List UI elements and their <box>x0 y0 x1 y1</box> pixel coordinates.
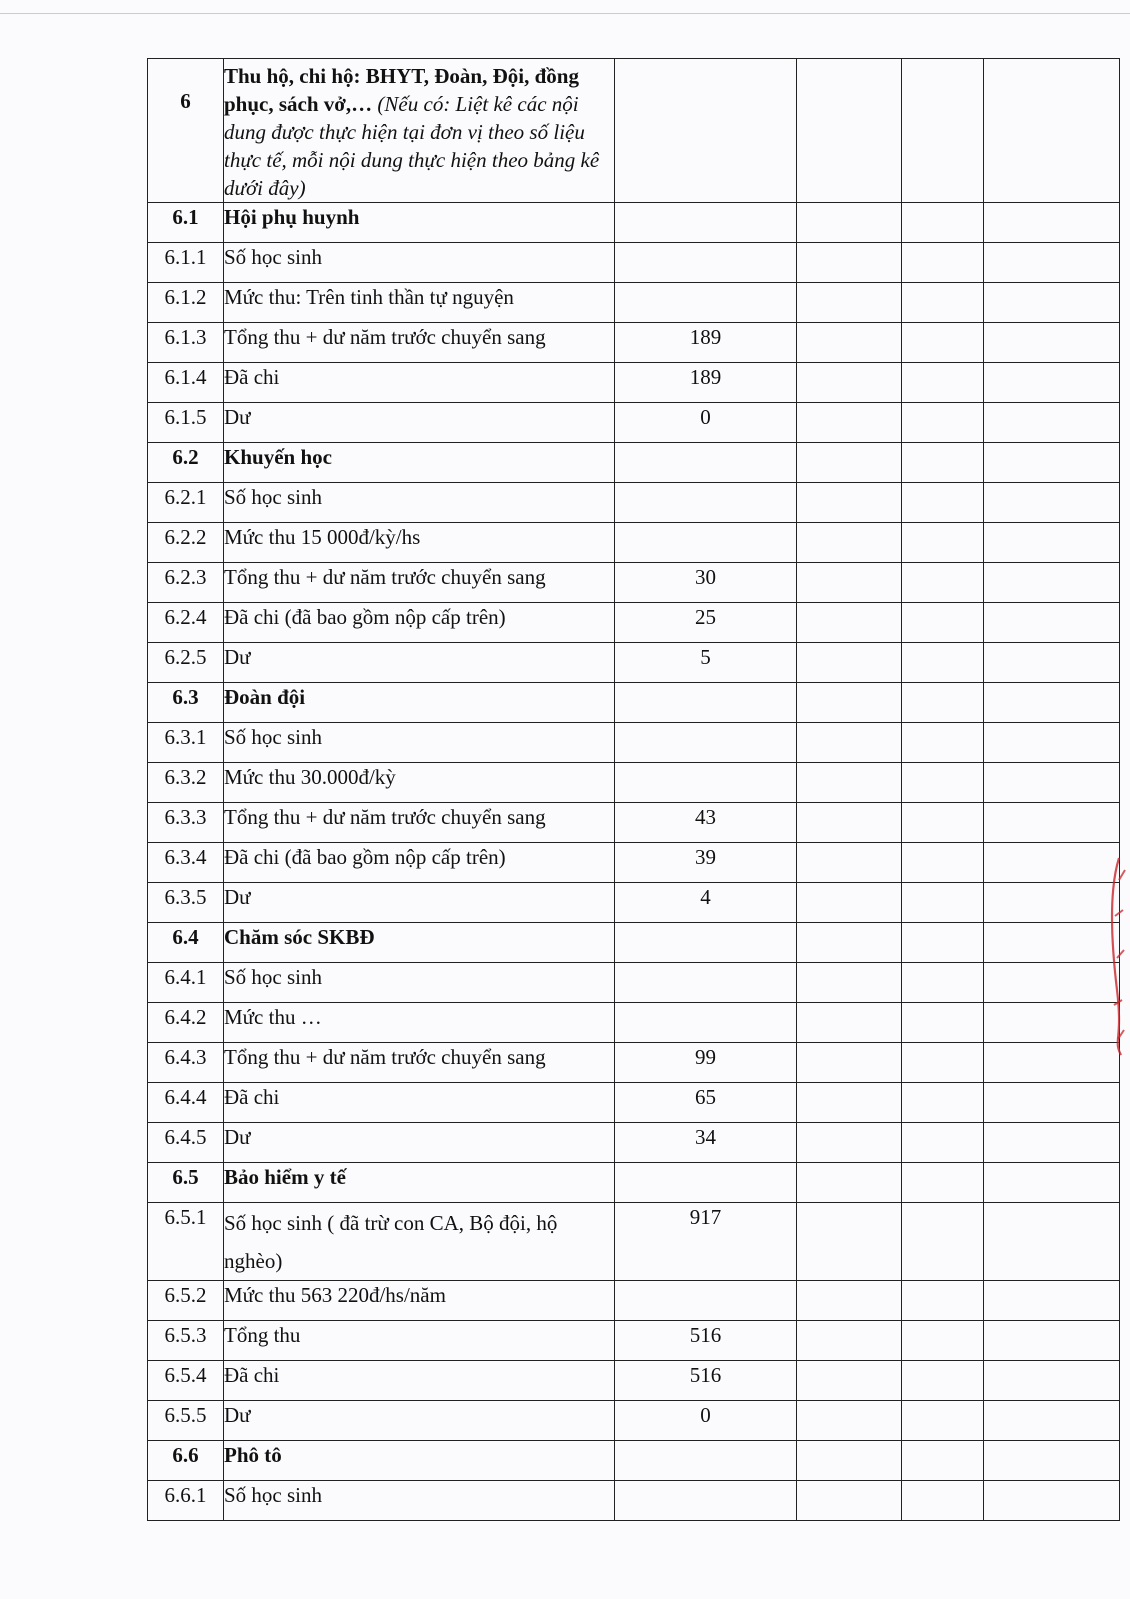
empty-cell <box>902 59 984 203</box>
row-number: 6.3.3 <box>148 803 224 843</box>
row-number: 6.2.1 <box>148 483 224 523</box>
row-value: 5 <box>615 643 797 683</box>
empty-cell <box>902 483 984 523</box>
empty-cell <box>984 243 1120 283</box>
empty-cell <box>902 203 984 243</box>
row-value: 189 <box>615 363 797 403</box>
empty-cell <box>984 203 1120 243</box>
table-row <box>148 643 1120 683</box>
table-row <box>148 483 1120 523</box>
empty-cell <box>902 563 984 603</box>
empty-cell <box>902 923 984 963</box>
row-number: 6.5 <box>148 1163 224 1203</box>
row-number: 6.4.2 <box>148 1003 224 1043</box>
row-number: 6.5.2 <box>148 1281 224 1321</box>
empty-cell <box>902 1083 984 1123</box>
empty-cell <box>984 1401 1120 1441</box>
row-number: 6.1.2 <box>148 283 224 323</box>
empty-cell <box>984 1083 1120 1123</box>
row-label: Chăm sóc SKBĐ <box>224 923 615 963</box>
row-number: 6.6.1 <box>148 1481 224 1521</box>
row-label: Dư <box>224 883 615 923</box>
empty-cell <box>902 1163 984 1203</box>
empty-cell <box>902 243 984 283</box>
row-label: Đã chi (đã bao gồm nộp cấp trên) <box>224 603 615 643</box>
empty-cell <box>984 483 1120 523</box>
empty-cell <box>902 363 984 403</box>
table-row <box>148 403 1120 443</box>
empty-cell <box>902 803 984 843</box>
row-label: Số học sinh <box>224 483 615 523</box>
row-value: 516 <box>615 1321 797 1361</box>
empty-cell <box>797 763 902 803</box>
row-label: Hội phụ huynh <box>224 203 615 243</box>
empty-cell <box>797 403 902 443</box>
table-row <box>148 1281 1120 1321</box>
empty-cell <box>902 1003 984 1043</box>
empty-cell <box>902 1123 984 1163</box>
empty-cell <box>902 323 984 363</box>
empty-cell <box>797 843 902 883</box>
empty-cell <box>902 643 984 683</box>
empty-cell <box>902 883 984 923</box>
row-value: 99 <box>615 1043 797 1083</box>
empty-cell <box>797 1401 902 1441</box>
row-value: 0 <box>615 1401 797 1441</box>
empty-cell <box>902 1321 984 1361</box>
row-value <box>615 523 797 563</box>
row-value: 34 <box>615 1123 797 1163</box>
empty-cell <box>902 763 984 803</box>
empty-cell <box>984 1321 1120 1361</box>
row-value: 30 <box>615 563 797 603</box>
subsection-row <box>148 203 1120 243</box>
empty-cell <box>797 243 902 283</box>
page-top-rule <box>0 13 1130 14</box>
row-label: Tổng thu + dư năm trước chuyển sang <box>224 1043 615 1083</box>
red-stamp-fragment <box>1097 850 1130 1060</box>
row-value: 0 <box>615 403 797 443</box>
empty-cell <box>984 1361 1120 1401</box>
table-row <box>148 603 1120 643</box>
row-value: 917 <box>615 1203 797 1281</box>
empty-cell <box>984 723 1120 763</box>
row-value <box>615 963 797 1003</box>
empty-cell <box>797 643 902 683</box>
empty-cell <box>797 1441 902 1481</box>
table-row <box>148 283 1120 323</box>
row-value: 189 <box>615 323 797 363</box>
subsection-row <box>148 1441 1120 1481</box>
row-label: Tổng thu + dư năm trước chuyển sang <box>224 563 615 603</box>
table-row <box>148 1003 1120 1043</box>
row-label: Số học sinh <box>224 243 615 283</box>
row-number: 6.1.5 <box>148 403 224 443</box>
empty-cell <box>902 523 984 563</box>
empty-cell <box>797 1003 902 1043</box>
empty-cell <box>797 523 902 563</box>
row-value <box>615 1163 797 1203</box>
empty-cell <box>797 203 902 243</box>
section-description <box>224 59 615 203</box>
table-row <box>148 963 1120 1003</box>
table-row <box>148 1481 1120 1521</box>
row-label: Phô tô <box>224 1441 615 1481</box>
row-number: 6.5.3 <box>148 1321 224 1361</box>
row-label: Mức thu 563 220đ/hs/năm <box>224 1281 615 1321</box>
row-label: Số học sinh <box>224 1481 615 1521</box>
empty-cell <box>797 963 902 1003</box>
empty-cell <box>984 763 1120 803</box>
row-value: 43 <box>615 803 797 843</box>
subsection-row <box>148 683 1120 723</box>
row-number: 6.2.2 <box>148 523 224 563</box>
table-row <box>148 723 1120 763</box>
table-row <box>148 1203 1120 1281</box>
row-number: 6.3.2 <box>148 763 224 803</box>
row-label: Đoàn đội <box>224 683 615 723</box>
row-number: 6.5.5 <box>148 1401 224 1441</box>
empty-cell <box>984 1481 1120 1521</box>
empty-cell <box>984 643 1120 683</box>
row-number: 6.3 <box>148 683 224 723</box>
row-label: Tổng thu + dư năm trước chuyển sang <box>224 803 615 843</box>
row-number: 6.3.1 <box>148 723 224 763</box>
empty-cell <box>797 323 902 363</box>
table-row <box>148 1321 1120 1361</box>
empty-cell <box>902 1401 984 1441</box>
table-row <box>148 883 1120 923</box>
row-value <box>615 203 797 243</box>
row-label: Khuyến học <box>224 443 615 483</box>
row-value: 65 <box>615 1083 797 1123</box>
row-value <box>615 683 797 723</box>
row-number: 6.4 <box>148 923 224 963</box>
row-label: Tổng thu <box>224 1321 615 1361</box>
empty-cell <box>797 1361 902 1401</box>
row-label: Số học sinh <box>224 963 615 1003</box>
empty-cell <box>902 603 984 643</box>
row-value <box>615 723 797 763</box>
empty-cell <box>797 563 902 603</box>
empty-cell <box>797 723 902 763</box>
row-label: Đã chi <box>224 1361 615 1401</box>
empty-cell <box>984 403 1120 443</box>
row-number: 6.3.4 <box>148 843 224 883</box>
row-value <box>615 1281 797 1321</box>
report-table <box>147 58 1120 1521</box>
empty-cell <box>984 1281 1120 1321</box>
row-label: Dư <box>224 643 615 683</box>
section-header-row <box>148 59 1120 203</box>
row-value <box>615 763 797 803</box>
empty-cell <box>902 403 984 443</box>
empty-cell <box>797 1083 902 1123</box>
row-value: 39 <box>615 843 797 883</box>
empty-cell <box>797 683 902 723</box>
empty-cell <box>902 843 984 883</box>
empty-cell <box>984 59 1120 203</box>
empty-cell <box>797 59 902 203</box>
row-label: Đã chi <box>224 1083 615 1123</box>
empty-cell <box>797 923 902 963</box>
row-number: 6.2 <box>148 443 224 483</box>
empty-cell <box>984 803 1120 843</box>
row-label: Số học sinh ( đã trừ con CA, Bộ đội, hộ nghèo) <box>224 1203 615 1281</box>
row-value <box>615 283 797 323</box>
table-row <box>148 323 1120 363</box>
empty-cell <box>797 1163 902 1203</box>
empty-cell <box>984 683 1120 723</box>
empty-cell <box>984 1441 1120 1481</box>
table-row <box>148 1043 1120 1083</box>
empty-cell <box>984 1203 1120 1281</box>
empty-cell <box>797 803 902 843</box>
table-row <box>148 363 1120 403</box>
row-number: 6.6 <box>148 1441 224 1481</box>
empty-cell <box>797 1123 902 1163</box>
empty-cell <box>902 443 984 483</box>
empty-cell <box>984 283 1120 323</box>
row-number: 6.2.5 <box>148 643 224 683</box>
row-label: Mức thu 15 000đ/kỳ/hs <box>224 523 615 563</box>
empty-cell <box>902 963 984 1003</box>
empty-cell <box>797 883 902 923</box>
row-number: 6.2.4 <box>148 603 224 643</box>
value-cell <box>615 59 797 203</box>
row-value: 4 <box>615 883 797 923</box>
table-row <box>148 1401 1120 1441</box>
table-row <box>148 803 1120 843</box>
row-label: Mức thu 30.000đ/kỳ <box>224 763 615 803</box>
row-label: Tổng thu + dư năm trước chuyển sang <box>224 323 615 363</box>
empty-cell <box>984 443 1120 483</box>
empty-cell <box>797 1203 902 1281</box>
row-label: Dư <box>224 1401 615 1441</box>
subsection-row <box>148 923 1120 963</box>
row-value <box>615 1003 797 1043</box>
row-number: 6.5.4 <box>148 1361 224 1401</box>
row-number: 6.4.4 <box>148 1083 224 1123</box>
subsection-row <box>148 1163 1120 1203</box>
empty-cell <box>797 1043 902 1083</box>
row-value <box>615 443 797 483</box>
section-note: (Nếu có: Liệt kê các nội dung được thực hiện tại đơn vị theo số liệu thực tế, mỗi nội dung thực hiện theo bảng kê dưới đây) <box>224 92 600 200</box>
table-row <box>148 843 1120 883</box>
empty-cell <box>984 1163 1120 1203</box>
table-row <box>148 1083 1120 1123</box>
empty-cell <box>797 1321 902 1361</box>
row-label: Số học sinh <box>224 723 615 763</box>
empty-cell <box>984 363 1120 403</box>
row-number: 6.4.5 <box>148 1123 224 1163</box>
row-label: Dư <box>224 1123 615 1163</box>
empty-cell <box>984 563 1120 603</box>
empty-cell <box>797 283 902 323</box>
table-row <box>148 763 1120 803</box>
empty-cell <box>984 323 1120 363</box>
empty-cell <box>902 1043 984 1083</box>
table-row <box>148 1123 1120 1163</box>
row-number: 6.1 <box>148 203 224 243</box>
row-value <box>615 483 797 523</box>
row-number: 6.5.1 <box>148 1203 224 1281</box>
empty-cell <box>902 683 984 723</box>
table-row <box>148 563 1120 603</box>
row-number: 6.1.3 <box>148 323 224 363</box>
table-row <box>148 1361 1120 1401</box>
row-number: 6.2.3 <box>148 563 224 603</box>
empty-cell <box>984 1123 1120 1163</box>
empty-cell <box>797 1481 902 1521</box>
table-row <box>148 243 1120 283</box>
row-value <box>615 243 797 283</box>
row-value <box>615 1441 797 1481</box>
section-number: 6 <box>148 59 224 203</box>
empty-cell <box>797 1281 902 1321</box>
row-number: 6.4.3 <box>148 1043 224 1083</box>
empty-cell <box>902 1281 984 1321</box>
empty-cell <box>797 603 902 643</box>
empty-cell <box>797 483 902 523</box>
row-number: 6.1.1 <box>148 243 224 283</box>
empty-cell <box>902 1203 984 1281</box>
empty-cell <box>902 1481 984 1521</box>
empty-cell <box>797 363 902 403</box>
section-title: Thu hộ, chi hộ: BHYT, Đoàn, Đội, đồng phục, sách vở,… <box>224 64 579 116</box>
row-label: Đã chi <box>224 363 615 403</box>
row-value <box>615 923 797 963</box>
empty-cell <box>984 523 1120 563</box>
row-value: 516 <box>615 1361 797 1401</box>
row-number: 6.1.4 <box>148 363 224 403</box>
row-label: Bảo hiểm y tế <box>224 1163 615 1203</box>
table-row <box>148 523 1120 563</box>
subsection-row <box>148 443 1120 483</box>
empty-cell <box>984 603 1120 643</box>
empty-cell <box>902 723 984 763</box>
row-label: Đã chi (đã bao gồm nộp cấp trên) <box>224 843 615 883</box>
row-number: 6.4.1 <box>148 963 224 1003</box>
row-label: Dư <box>224 403 615 443</box>
row-value: 25 <box>615 603 797 643</box>
empty-cell <box>902 1361 984 1401</box>
row-label: Mức thu … <box>224 1003 615 1043</box>
row-number: 6.3.5 <box>148 883 224 923</box>
empty-cell <box>902 1441 984 1481</box>
row-label: Mức thu: Trên tinh thần tự nguyện <box>224 283 615 323</box>
empty-cell <box>902 283 984 323</box>
row-value <box>615 1481 797 1521</box>
empty-cell <box>797 443 902 483</box>
